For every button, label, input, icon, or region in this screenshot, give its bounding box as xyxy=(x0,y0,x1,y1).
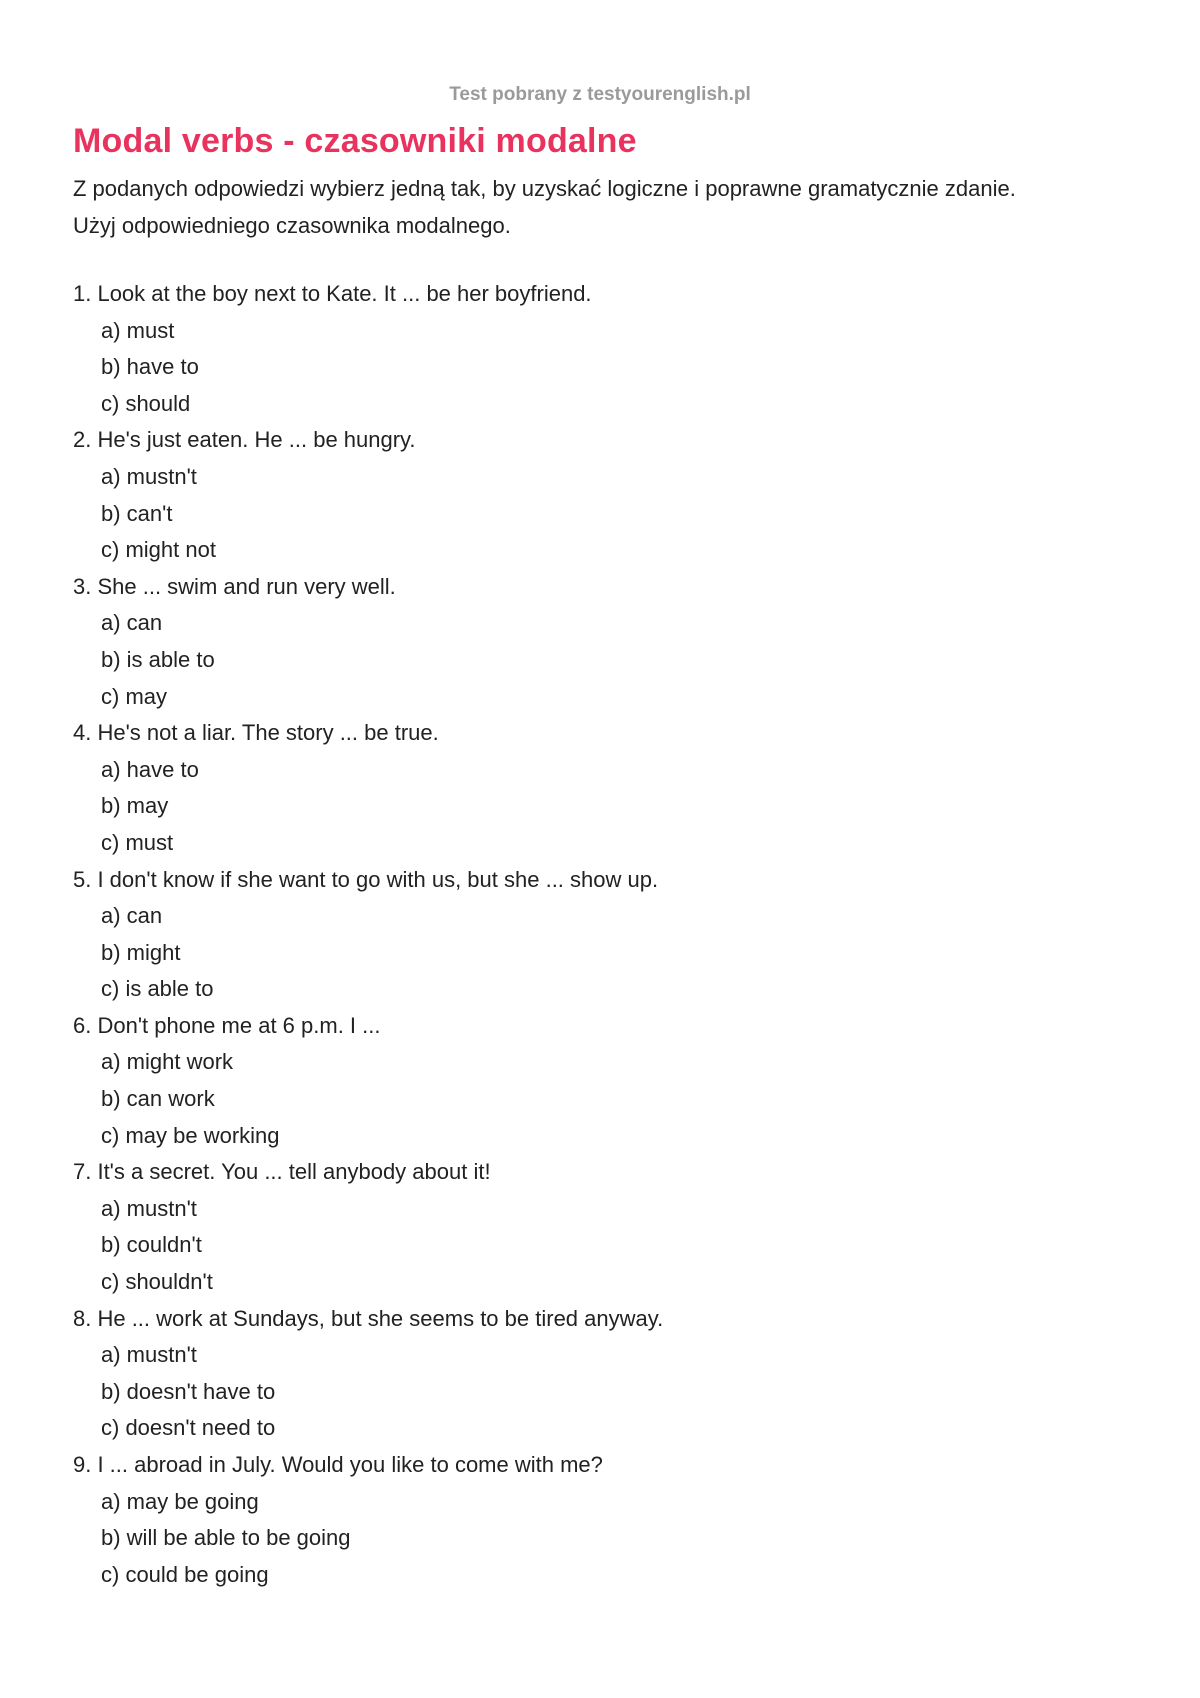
answer-option: c) is able to xyxy=(101,976,214,1002)
question-item xyxy=(73,1301,1153,1447)
question-item xyxy=(73,1154,1153,1300)
instruction-line: Użyj odpowiedniego czasownika modalnego. xyxy=(73,213,511,238)
question-prompt: 5. I don't know if she want to go with us, but she ... show up. xyxy=(73,866,659,892)
answer-option: a) can xyxy=(101,610,163,636)
instruction-line: Z podanych odpowiedzi wybierz jedną tak, by uzyskać logiczne i poprawne gramatycznie zdanie. xyxy=(73,176,1016,201)
answer-option: b) have to xyxy=(101,354,199,380)
answer-option: b) doesn't have to xyxy=(101,1378,276,1404)
answer-option: c) doesn't need to xyxy=(101,1415,276,1441)
answer-option: c) may be working xyxy=(101,1122,280,1148)
question-prompt: 9. I ... abroad in July. Would you like to come with me? xyxy=(73,1452,603,1477)
question-item xyxy=(73,1008,1153,1154)
answer-option: c) could be going xyxy=(101,1561,269,1587)
page-title: Modal verbs - czasowniki modalne xyxy=(73,122,637,160)
answer-option: b) is able to xyxy=(101,646,215,672)
answer-option: a) mustn't xyxy=(101,1195,197,1221)
question-prompt: 6. Don't phone me at 6 p.m. I ... xyxy=(73,1012,381,1038)
answer-option: a) might work xyxy=(101,1049,234,1075)
question-item xyxy=(73,862,1153,1008)
answer-option: b) will be able to be going xyxy=(101,1525,351,1551)
question-prompt: 8. He ... work at Sundays, but she seems to be tired anyway. xyxy=(73,1305,664,1331)
answer-option: c) might not xyxy=(101,537,216,563)
question-item xyxy=(73,422,1153,568)
answer-option: a) have to xyxy=(101,756,199,782)
question-prompt: 2. He's just eaten. He ... be hungry. xyxy=(73,427,416,453)
answer-option: b) may xyxy=(101,793,169,819)
answer-option: b) might xyxy=(101,939,181,965)
answer-option: a) mustn't xyxy=(101,463,197,489)
answer-option: c) shouldn't xyxy=(101,1269,213,1295)
source-note: Test pobrany z testyourenglish.pl xyxy=(449,84,751,105)
question-list xyxy=(73,276,1153,1593)
instructions xyxy=(73,170,1153,244)
answer-option: a) must xyxy=(101,317,175,343)
answer-option: c) should xyxy=(101,390,191,416)
question-prompt: 1. Look at the boy next to Kate. It ... be her boyfriend. xyxy=(73,281,592,306)
question-item xyxy=(73,569,1153,715)
question-prompt: 4. He's not a liar. The story ... be true. xyxy=(73,720,439,746)
question-prompt: 3. She ... swim and run very well. xyxy=(73,573,396,599)
answer-option: b) can't xyxy=(101,500,173,526)
answer-option: c) may xyxy=(101,683,167,709)
question-prompt: 7. It's a secret. You ... tell anybody about it! xyxy=(73,1159,491,1185)
answer-option: b) can work xyxy=(101,1086,215,1112)
answer-option: c) must xyxy=(101,829,174,855)
question-item xyxy=(73,276,1153,422)
question-item xyxy=(73,715,1153,861)
answer-option: b) couldn't xyxy=(101,1232,202,1258)
question-item xyxy=(73,1447,1153,1593)
answer-option: a) can xyxy=(101,903,163,929)
answer-option: a) may be going xyxy=(101,1488,259,1514)
answer-option: a) mustn't xyxy=(101,1342,197,1368)
